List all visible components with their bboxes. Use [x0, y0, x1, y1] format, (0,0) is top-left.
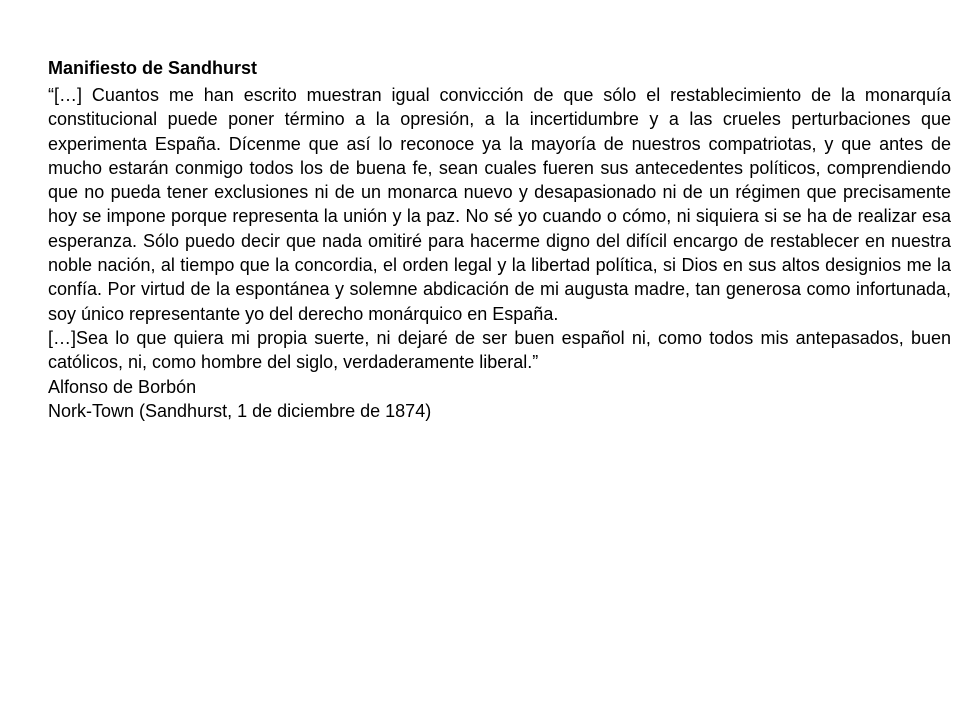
document-body	[48, 54, 951, 423]
document-title: Manifiesto de Sandhurst	[48, 58, 258, 78]
place-and-date: Nork-Town (Sandhurst, 1 de diciembre de 1874)	[48, 400, 432, 421]
signature: Alfonso de Borbón	[48, 376, 197, 397]
manifesto-paragraph-1: “[…] Cuantos me han escrito muestran igual convicción de que sólo el restablecimiento de la monarquía constitucional puede poner término a la opresión, a la incertidumbre y a las crueles perturbaciones que experimenta España. Dícenme que así lo reconoce ya la mayoría de nuestros compatriotas, y que antes de mucho estarán conmigo todos los de buena fe, sean cuales fueren sus antecedentes políticos, comprendiendo que no pueda tener exclusiones ni de un monarca nuevo y desapasionado ni de un régimen que precisamente hoy se impone porque representa la unión y la paz. No sé yo cuando o cómo, ni siquiera si se ha de realizar esa esperanza. Sólo puedo decir que nada omitiré para hacerme digno del difícil encargo de restablecer en nuestra noble nación, al tiempo que la concordia, el orden legal y la libertad política, si Dios en sus altos designios me la confía. Por virtud de la espontánea y solemne abdicación de mi augusta madre, tan generosa como infortunada, soy único representante yo del derecho monárquico en España.	[48, 85, 951, 324]
manifesto-paragraph-2: […]Sea lo que quiera mi propia suerte, ni dejaré de ser buen español ni, como todos mis antepasados, buen católicos, ni, como hombre del siglo, verdaderamente liberal.”	[48, 327, 951, 373]
